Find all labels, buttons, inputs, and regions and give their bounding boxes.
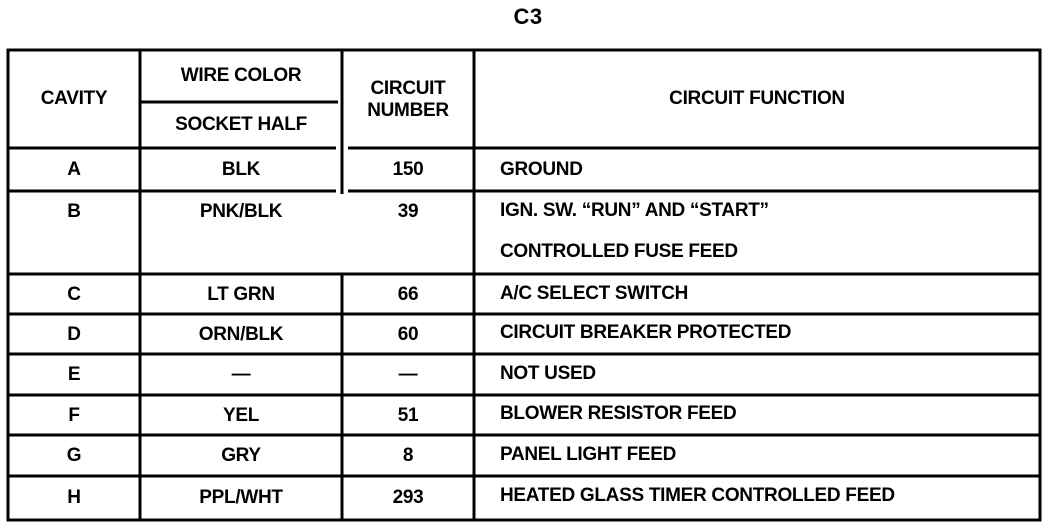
cell-function: CIRCUIT BREAKER PROTECTED xyxy=(500,322,792,343)
cell-function: GROUND xyxy=(500,159,583,180)
cell-cavity: G xyxy=(66,445,82,466)
cell-cavity: F xyxy=(68,404,80,426)
header-circuit-number xyxy=(342,62,474,138)
cell-circuit: 51 xyxy=(397,404,419,426)
cell-cavity: B xyxy=(67,201,81,222)
header-socket-half: SOCKET HALF xyxy=(175,114,307,135)
header-circuit-function: CIRCUIT FUNCTION xyxy=(669,88,845,109)
cell-circuit: 39 xyxy=(397,201,419,222)
cell-cavity: A xyxy=(67,159,81,180)
cell-function: IGN. SW. “RUN” AND “START” xyxy=(500,200,769,221)
cell-wire: LT GRN xyxy=(207,283,275,305)
cell-wire: GRY xyxy=(221,445,261,466)
cell-function: NOT USED xyxy=(500,363,596,384)
cell-circuit: 8 xyxy=(402,445,414,466)
cell-function: A/C SELECT SWITCH xyxy=(500,282,689,304)
cell-wire: PNK/BLK xyxy=(199,201,283,222)
cell-cavity: H xyxy=(67,486,81,508)
cell-circuit: 293 xyxy=(392,486,424,508)
cell-cavity: C xyxy=(67,283,81,305)
cell-circuit: 150 xyxy=(392,159,424,180)
cell-circuit: 66 xyxy=(397,283,419,305)
cell-wire: YEL xyxy=(222,404,260,426)
header-wire-color: WIRE COLOR xyxy=(180,65,302,86)
cell-circuit: 60 xyxy=(397,323,419,345)
cell-wire: BLK xyxy=(221,159,261,180)
cell-wire: — xyxy=(231,364,251,385)
cell-function: PANEL LIGHT FEED xyxy=(500,444,677,465)
cell-wire: ORN/BLK xyxy=(198,323,284,345)
cell-circuit: — xyxy=(398,364,418,385)
cell-function: HEATED GLASS TIMER CONTROLLED FEED xyxy=(500,485,895,506)
connector-title: C3 xyxy=(513,4,543,29)
cell-wire: PPL/WHT xyxy=(199,486,283,508)
cell-function: BLOWER RESISTOR FEED xyxy=(500,403,737,424)
header-circuit-number-line2: NUMBER xyxy=(367,100,449,121)
cell-cavity: D xyxy=(67,323,81,345)
header-cavity: CAVITY xyxy=(40,88,108,109)
header-circuit-number-line1: CIRCUIT xyxy=(370,78,446,99)
cell-function-continued: CONTROLLED FUSE FEED xyxy=(500,241,738,262)
cell-cavity: E xyxy=(67,364,81,385)
